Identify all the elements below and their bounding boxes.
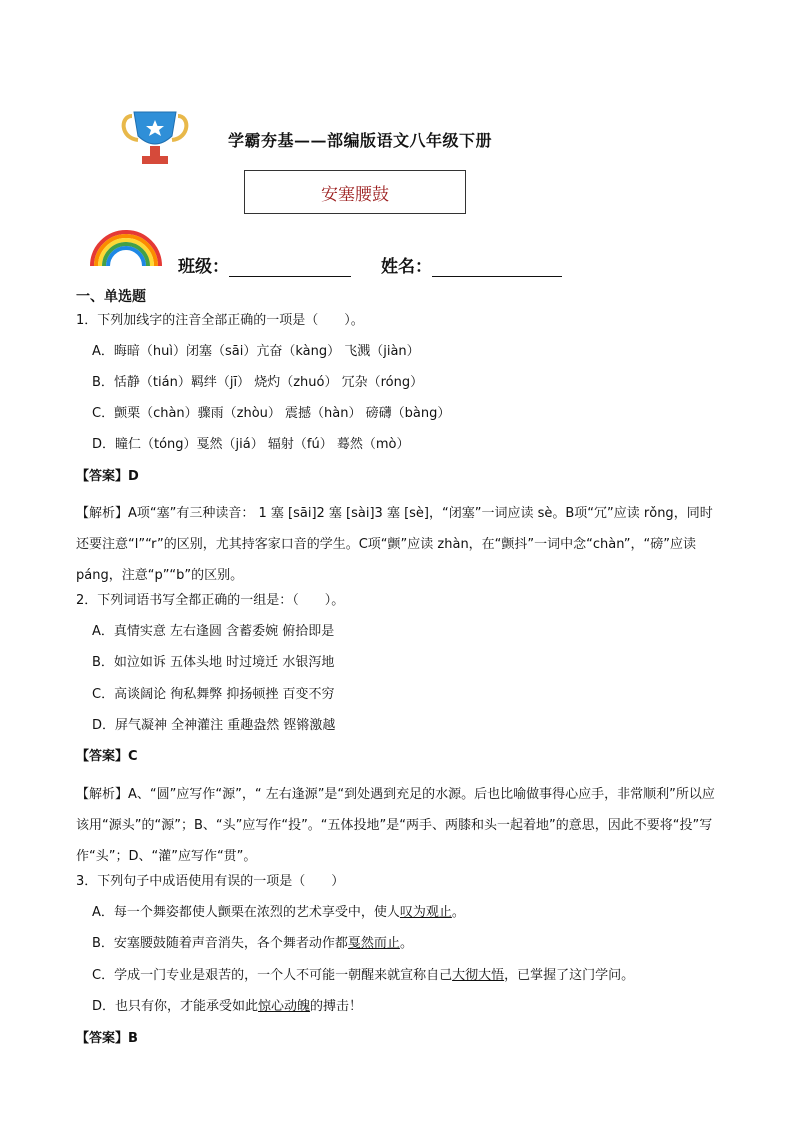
question-2-stem: 2．下列词语书写全都正确的一组是：（ ）。 bbox=[76, 593, 345, 608]
question-3-stem: 3．下列句子中成语使用有误的一项是（ ） bbox=[76, 874, 345, 889]
class-label: 班级： bbox=[178, 257, 229, 277]
question-2-option-a: A．真情实意 左右逢圆 含蓄委婉 俯拾即是 bbox=[92, 624, 335, 639]
question-2-option-b: B．如泣如诉 五体头地 时过境迁 水银泻地 bbox=[92, 655, 335, 670]
option-a-end: 。 bbox=[451, 905, 465, 920]
question-1-option-a: A．晦暗（huì）闭塞（sāi）亢奋（kàng） 飞溅（jiàn） bbox=[92, 344, 420, 359]
question-1-stem: 1．下列加线字的注音全部正确的一项是（ ）。 bbox=[76, 313, 364, 328]
option-b-idiom: 戛然而止 bbox=[347, 936, 400, 951]
option-b-end: 。 bbox=[399, 936, 413, 951]
rainbow-icon bbox=[88, 228, 164, 268]
question-1-explanation: 【解析】A项“塞”有三种读音： 1 塞 [sāi]2 塞 [sài]3 塞 [sè]，“闭塞”一词应读 sè。B项“冗”应读 rǒng，同时还要注意“l”“r”的区别，尤其持客家口音的学生。C项“颤”应读 zhàn，在“颤抖”一词中念“chàn”，“磅”应读 páng，注意“p”“b”的区别。 bbox=[76, 506, 713, 583]
name-label: 姓名： bbox=[381, 257, 432, 277]
option-c-idiom: 大彻大悟 bbox=[452, 968, 505, 983]
option-c-text: C．学成一门专业是艰苦的，一个人不可能一朝醒来就宣称自己 bbox=[92, 968, 453, 983]
question-2-option-d: D．屏气凝神 全神灌注 重趣盎然 铿锵激越 bbox=[92, 718, 336, 733]
student-info-row bbox=[178, 252, 562, 277]
option-a-idiom: 叹为观止 bbox=[399, 905, 452, 920]
option-b-text: B．安塞腰鼓随着声音消失，各个舞者动作都 bbox=[92, 936, 348, 951]
question-3-option-b bbox=[92, 935, 413, 953]
section-heading: 一、单选题 bbox=[76, 289, 146, 305]
question-1-option-d: D．瞳仁（tóng）戛然（jiá） 辐射（fú） 蓦然（mò） bbox=[92, 437, 410, 452]
question-3-option-a bbox=[92, 904, 465, 922]
name-blank[interactable] bbox=[432, 258, 562, 277]
lesson-topic-box bbox=[244, 170, 466, 214]
question-3-option-d bbox=[92, 998, 362, 1016]
document-title: 学霸夯基——部编版语文八年级下册 bbox=[228, 131, 493, 150]
option-c-end: ，已掌握了这门学问。 bbox=[504, 968, 635, 983]
question-1-option-c: C．颤栗（chàn）骤雨（zhòu） 震撼（hàn） 磅礴（bàng） bbox=[92, 406, 451, 421]
question-3-option-c bbox=[92, 967, 634, 985]
question-1-option-b: B．恬静（tián）羁绊（jī） 烧灼（zhuó） 冗杂（róng） bbox=[92, 375, 424, 390]
option-a-text: A．每一个舞姿都使人颤栗在浓烈的艺术享受中，使人 bbox=[92, 905, 400, 920]
question-2-answer: 【答案】C bbox=[76, 749, 138, 764]
trophy-icon bbox=[120, 108, 190, 170]
question-2-option-c: C．高谈阔论 徇私舞弊 抑扬顿挫 百变不穷 bbox=[92, 687, 335, 702]
question-1-answer: 【答案】D bbox=[76, 469, 139, 484]
question-3-answer: 【答案】B bbox=[76, 1031, 138, 1046]
option-d-idiom: 惊心动魄 bbox=[258, 999, 311, 1014]
option-d-text: D．也只有你，才能承受如此 bbox=[92, 999, 259, 1014]
question-2-explanation: 【解析】A、“圆”应写作“源”，“ 左右逢源”是“到处遇到充足的水源。后也比喻做事得心应手，非常顺利”所以应该用“源头”的“源”；B、“头”应写作“投”。“五体投地”是“两手、两膝和头一起着地”的意思，因此不要将“投”写作“头”；D、“灌”应写作“贯”。 bbox=[76, 787, 715, 864]
option-d-end: 的搏击！ bbox=[310, 999, 363, 1014]
lesson-topic: 安塞腰鼓 bbox=[321, 184, 389, 205]
class-blank[interactable] bbox=[229, 258, 351, 277]
